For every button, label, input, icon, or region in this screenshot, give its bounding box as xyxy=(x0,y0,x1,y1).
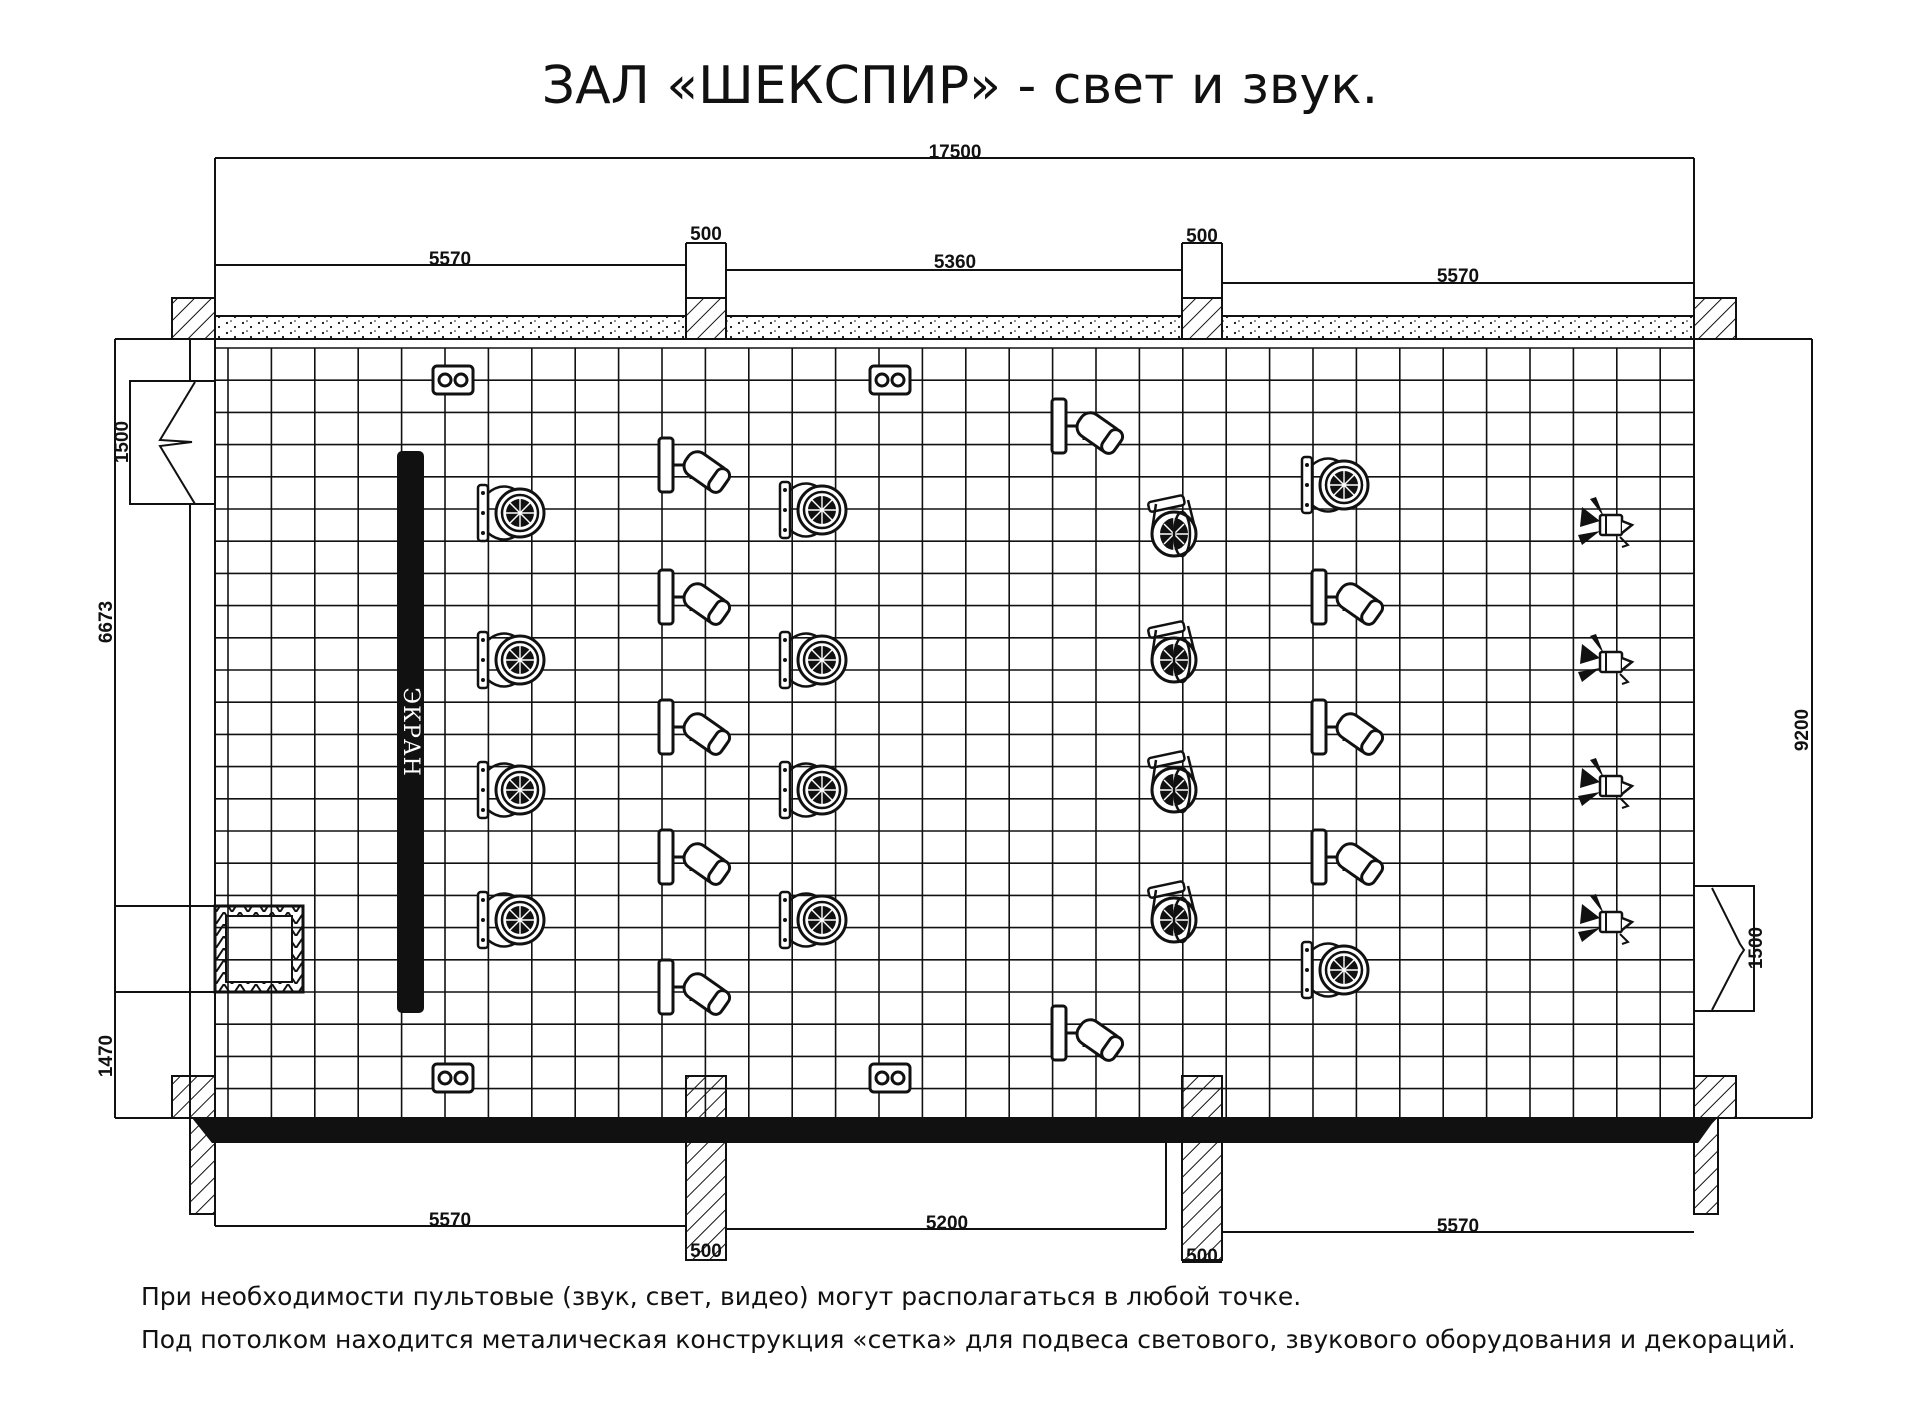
speaker-icon xyxy=(433,1064,473,1092)
moving-head-icon xyxy=(1052,399,1125,456)
dim-top-middle-span: 5360 xyxy=(933,252,977,273)
moving-head-icon xyxy=(659,960,732,1017)
dim-top-left-column: 500 xyxy=(690,224,722,245)
par-can-icon xyxy=(1148,495,1196,556)
led-par-icon xyxy=(478,892,544,948)
screen-label: ЭКРАН xyxy=(398,687,423,777)
led-par-icon xyxy=(478,485,544,541)
dim-left-lower-height: 1470 xyxy=(96,1034,117,1078)
top-dimensions xyxy=(215,142,1694,298)
par-can-icon xyxy=(1148,621,1196,682)
dim-bottom-left-span: 5570 xyxy=(428,1210,472,1231)
led-par-icon xyxy=(1302,457,1368,513)
bottom-dimensions xyxy=(215,1143,1694,1267)
moving-head-icon xyxy=(659,700,732,757)
room-walls xyxy=(115,298,1812,1260)
moving-head-icon xyxy=(1052,1006,1125,1063)
note-line-1: При необходимости пультовые (звук, свет, видео) могут располагаться в любой точке. xyxy=(141,1282,1302,1311)
dim-right-door-width: 1500 xyxy=(1746,926,1767,970)
dim-left-door-width: 1500 xyxy=(112,420,133,464)
led-par-icon xyxy=(478,632,544,688)
moving-head-icon xyxy=(659,570,732,627)
moving-head-icon xyxy=(659,830,732,887)
led-par-icon xyxy=(478,762,544,818)
fresnel-spot-icon xyxy=(1578,758,1632,808)
moving-head-icon xyxy=(659,438,732,495)
right-dimensions xyxy=(1746,709,1813,969)
dim-bottom-left-column: 500 xyxy=(690,1241,722,1262)
par-can-icon xyxy=(1148,881,1196,942)
page-title: ЗАЛ «ШЕКСПИР» - свет и звук. xyxy=(541,56,1379,116)
rigging-grid xyxy=(215,348,1694,1118)
dim-total-width: 17500 xyxy=(928,142,982,163)
led-par-icon xyxy=(780,892,846,948)
dim-bottom-right-span: 5570 xyxy=(1436,1216,1480,1237)
speaker-icon xyxy=(870,366,910,394)
dim-left-upper-height: 6673 xyxy=(96,600,117,644)
par-can-icon xyxy=(1148,751,1196,812)
dim-bottom-middle-span: 5200 xyxy=(925,1213,969,1234)
led-par-icon xyxy=(780,762,846,818)
led-par-icon xyxy=(780,632,846,688)
speaker-icon xyxy=(433,366,473,394)
dim-top-right-span: 5570 xyxy=(1436,266,1480,287)
lighting-and-sound-equipment xyxy=(433,366,1632,1092)
moving-head-icon xyxy=(1312,570,1385,627)
projection-screen xyxy=(397,451,424,1013)
speaker-icon xyxy=(870,1064,910,1092)
led-par-icon xyxy=(780,482,846,538)
fresnel-spot-icon xyxy=(1578,894,1632,944)
dim-top-left-span: 5570 xyxy=(428,249,472,270)
moving-head-icon xyxy=(1312,830,1385,887)
fresnel-spot-icon xyxy=(1578,497,1632,547)
note-line-2: Под потолком находится металическая конструкция «сетка» для подвеса светового, звукового оборудования и декораций. xyxy=(141,1325,1796,1354)
dim-bottom-right-column: 500 xyxy=(1186,1246,1218,1267)
dim-right-height: 9200 xyxy=(1792,708,1813,752)
moving-head-icon xyxy=(1312,700,1385,757)
dim-top-right-column: 500 xyxy=(1186,226,1218,247)
led-par-icon xyxy=(1302,942,1368,998)
fresnel-spot-icon xyxy=(1578,634,1632,684)
